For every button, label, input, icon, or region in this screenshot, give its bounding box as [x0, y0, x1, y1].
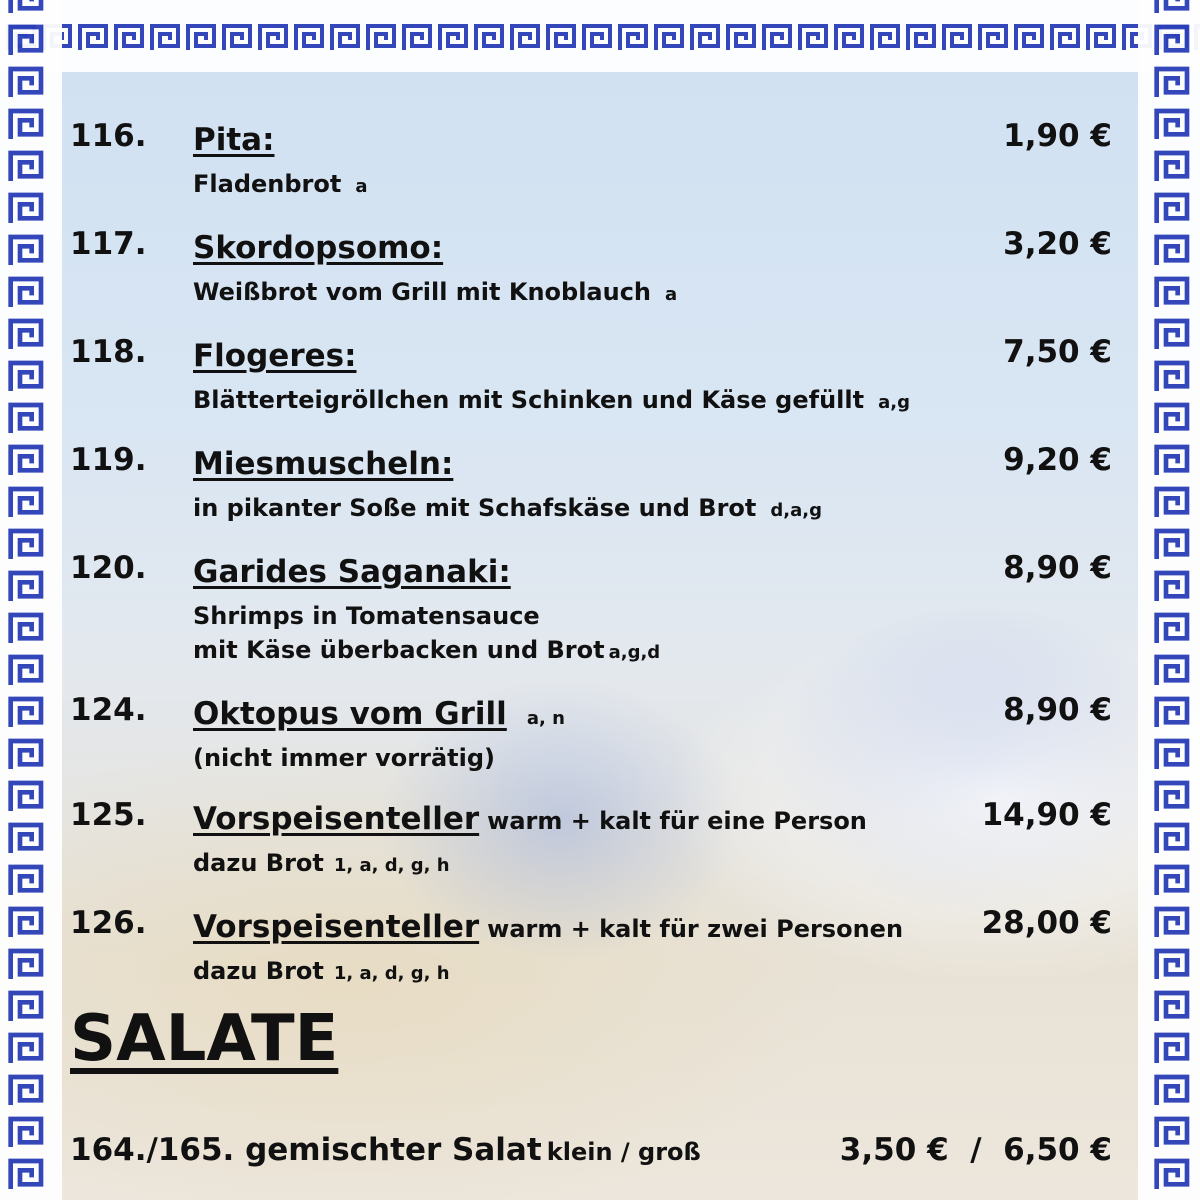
menu-item [70, 550, 1112, 670]
item-description: in pikanter Soße mit Schafskäse und Brot [193, 494, 757, 522]
item-name: Miesmuscheln: [193, 446, 454, 482]
item-price: 7,50 € [1003, 334, 1112, 370]
menu-list [70, 118, 1112, 1013]
item-name: Flogeres: [193, 338, 357, 374]
item-description: Fladenbrot [193, 170, 342, 198]
item-name: Pita: [193, 122, 275, 158]
item-number: 118. [70, 334, 147, 370]
greek-key-border-right [1138, 0, 1200, 1200]
item-price: 9,20 € [1003, 442, 1112, 478]
item-name: Skordopsomo: [193, 230, 444, 266]
menu-item [70, 226, 1112, 312]
item-number: 117. [70, 226, 147, 262]
menu-item [70, 442, 1112, 528]
menu-item [70, 905, 1112, 991]
item-name: Garides Saganaki: [193, 554, 511, 590]
item-allergens: a,g [878, 392, 910, 413]
salad-price: 3,50 € / 6,50 € [839, 1132, 1112, 1168]
menu-item [70, 118, 1112, 204]
item-allergens: 1, a, d, g, h [333, 855, 450, 876]
item-allergens: a,g,d [608, 642, 661, 663]
item-price: 1,90 € [1003, 118, 1112, 154]
menu-item [70, 334, 1112, 420]
item-description: Blätterteigröllchen mit Schinken und Käse gefüllt [193, 386, 865, 414]
greek-key-border-top [0, 0, 1200, 72]
item-allergens: a, n [526, 708, 565, 729]
item-description: dazu Brot [193, 849, 324, 877]
item-allergens: a [665, 284, 678, 305]
item-extra: warm + kalt für eine Person [487, 807, 867, 835]
item-number: 124. [70, 692, 147, 728]
menu-item [70, 692, 1112, 775]
item-price: 8,90 € [1003, 550, 1112, 586]
item-number: 126. [70, 905, 147, 941]
item-number: 116. [70, 118, 147, 154]
item-description: Weißbrot vom Grill mit Knoblauch [193, 278, 652, 306]
item-description: dazu Brot [193, 957, 324, 985]
item-price: 14,90 € [981, 797, 1112, 833]
item-price: 8,90 € [1003, 692, 1112, 728]
item-number: 119. [70, 442, 147, 478]
item-number: 125. [70, 797, 147, 833]
item-description: (nicht immer vorrätig) [193, 744, 495, 772]
item-price: 3,20 € [1003, 226, 1112, 262]
item-extra: warm + kalt für zwei Personen [487, 915, 904, 943]
item-price: 28,00 € [981, 905, 1112, 941]
item-description: mit Käse überbacken und Brot [193, 636, 605, 664]
menu-item [70, 797, 1112, 883]
section-title-salate: SALATE [70, 1002, 339, 1076]
item-allergens: 1, a, d, g, h [333, 963, 450, 984]
salad-name: 164./165. gemischter Salat [70, 1132, 542, 1168]
salad-size: klein / groß [546, 1138, 701, 1166]
salad-row [70, 1132, 1112, 1168]
item-number: 120. [70, 550, 147, 586]
item-description: Shrimps in Tomatensauce [193, 602, 540, 630]
greek-key-border-left [0, 0, 62, 1200]
item-name: Oktopus vom Grill [193, 696, 507, 732]
item-allergens: a [355, 176, 368, 197]
item-name: Vorspeisenteller [193, 801, 480, 837]
item-name: Vorspeisenteller [193, 909, 480, 945]
item-allergens: d,a,g [770, 500, 822, 521]
